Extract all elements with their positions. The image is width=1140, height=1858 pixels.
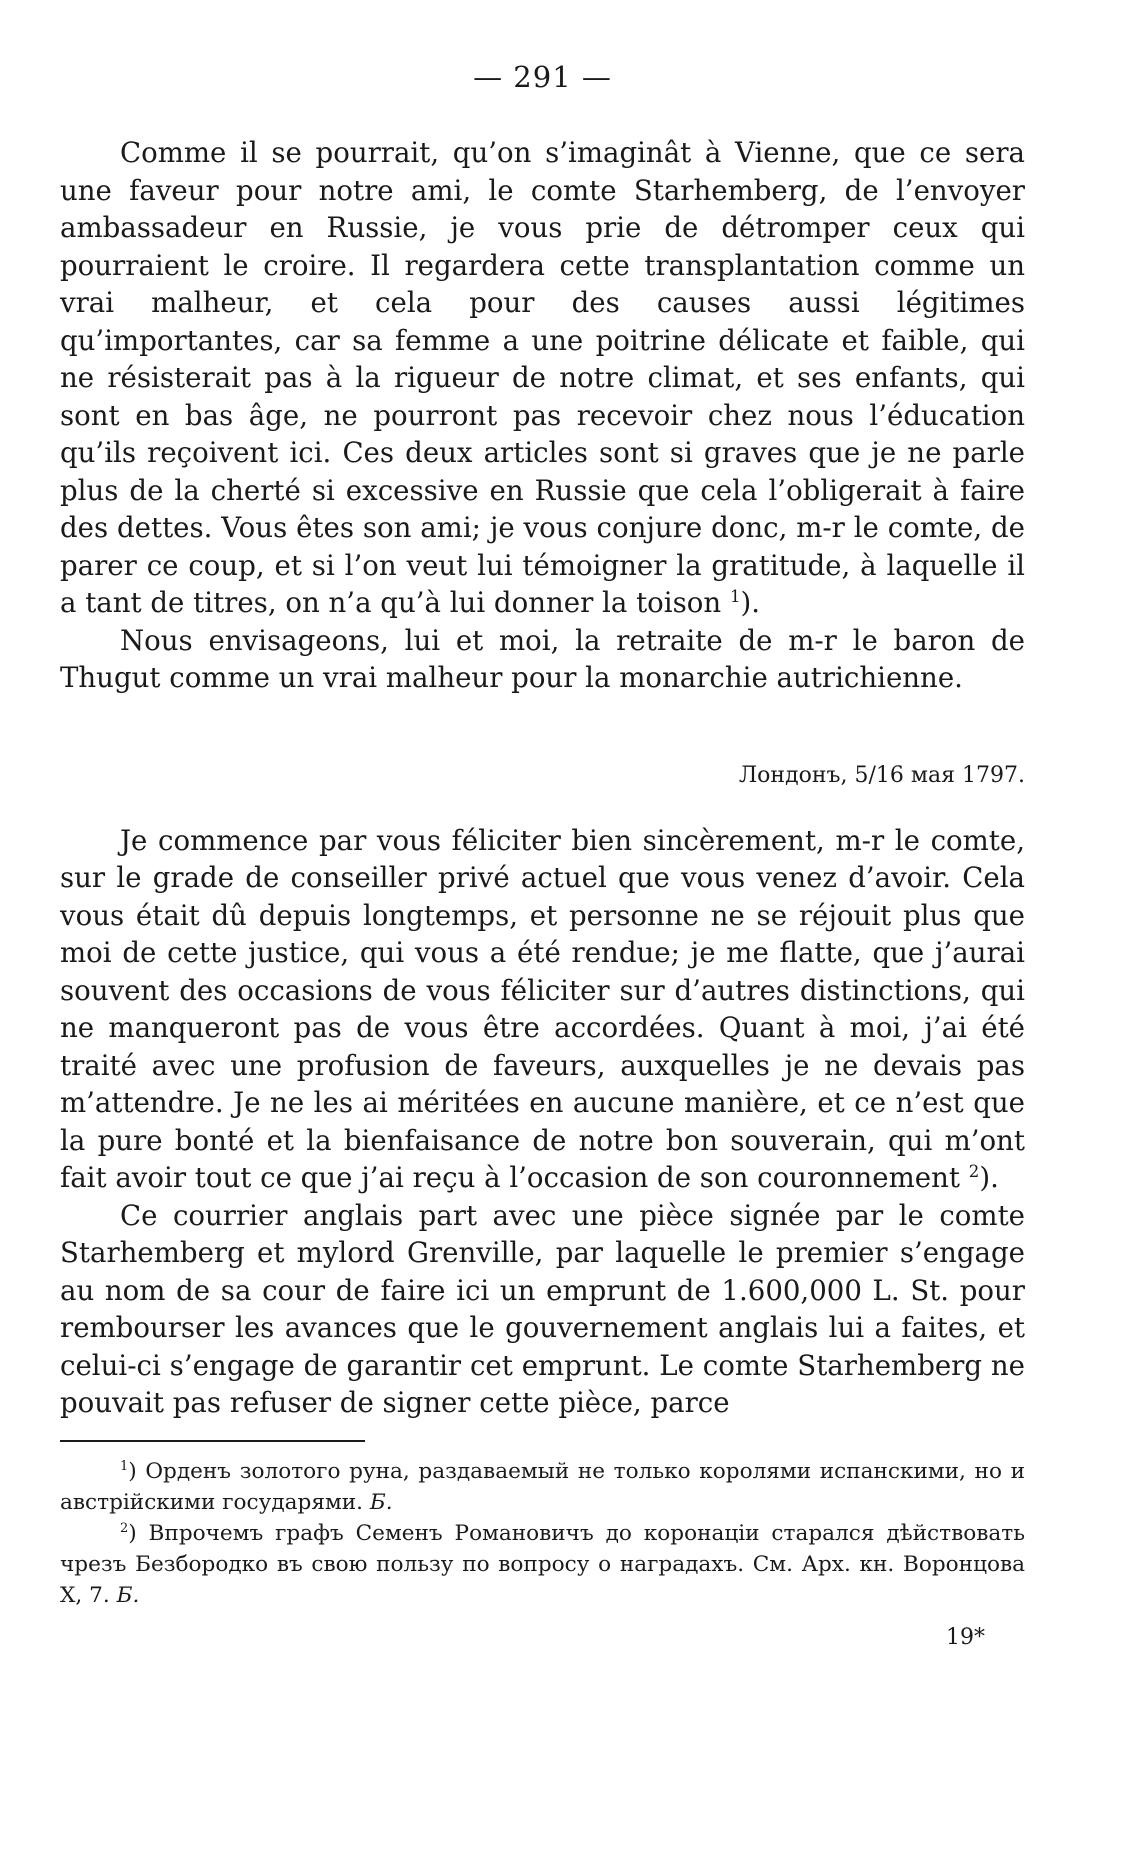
footnote-ref-2: 2 xyxy=(968,1161,980,1181)
footnote-1-initial: Б. xyxy=(369,1489,393,1515)
document-page xyxy=(60,60,1025,1650)
dateline: Лондонъ, 5/16 мая 1797. xyxy=(738,762,1025,788)
footnote-1 xyxy=(60,1456,1025,1518)
footnote-2-text: ) Впрочемъ графъ Семенъ Романовичъ до коронаціи старался дѣйствовать чрезъ Безбородко въ свою пользу по вопросу о наградахъ. См. Арх. кн. Воронцова X, 7. xyxy=(60,1520,1025,1608)
footnote-marker-1: 1 xyxy=(120,1458,129,1474)
paragraph-1-end: ). xyxy=(740,586,761,619)
paragraph-1-text: Comme il se pourrait, qu’on s’imaginât à Vienne, que ce sera une faveur pour notre ami, le comte Starhemberg, de l’envoyer ambassadeur en Russie, je vous prie de détromper ceux qui pourraient le croire. Il regardera cette transplantation comme un vrai malheur, et cela pour des causes aussi légitimes qu’importantes, car sa femme a une poitrine délicate et faible, qui ne résisterait pas à la rigueur de notre climat, et ses enfants, qui sont en bas âge, ne pourront pas recevoir chez nous l’éducation qu’ils reçoivent ici. Ces deux articles sont si graves que je ne parle plus de la cherté si excessive en Russie que cela l’obligerait à faire des dettes. Vous êtes son ami; je vous conjure donc, m-r le comte, de parer ce coup, et si l’on veut lui témoigner la gratitude, à laquelle il a tant de titres, on n’a qu’à lui donner la toison xyxy=(60,136,1025,619)
paragraph-3 xyxy=(60,822,1025,1197)
footnote-2-initial: Б. xyxy=(116,1582,140,1608)
page-number: — 291 — xyxy=(473,60,612,94)
paragraph-1 xyxy=(60,134,1025,622)
footnote-divider xyxy=(60,1440,365,1442)
footnotes xyxy=(60,1456,1025,1611)
footnote-marker-2: 2 xyxy=(120,1520,129,1536)
paragraph-3-text: Je commence par vous féliciter bien sincèrement, m-r le comte, sur le grade de conseiller privé actuel que vous venez d’avoir. Cela vous était dû depuis longtemps, et personne ne se réjouit plus que moi de cette justice, qui vous a été rendue; je me flatte, que j’aurai souvent des occasions de vous féliciter sur d’autres distinctions, qui ne manqueront pas de vous être accordées. Quant à moi, j’ai été traité avec une profusion de faveurs, auxquelles je ne devais pas m’attendre. Je ne les ai méritées en aucune manière, et ce n’est que la pure bonté et la bienfaisance de notre bon souverain, qui m’ont fait avoir tout ce que j’ai reçu à l’occasion de son couronnement xyxy=(60,823,1025,1194)
paragraph-3-end: ). xyxy=(979,1161,999,1194)
paragraph-2: Nous envisageons, lui et moi, la retraite de m-r le baron de Thugut comme un vrai malheur pour la monarchie autrichienne. xyxy=(60,623,1025,694)
footnote-1-text: ) Орденъ золотого руна, раздаваемый не только королями испанскими, но и австрійскими государями. xyxy=(60,1458,1025,1515)
paragraph-4: Ce courrier anglais part avec une pièce signée par le comte Starhemberg et mylord Grenville, par laquelle le premier s’engage au nom de sa cour de faire ici un emprunt de 1.600,000 L. St. pour rembourser les avances que le gouvernement anglais lui a faites, et celui-ci s’engage de garantir cet emprunt. Le comte Starhemberg ne pouvait pas refuser de signer cette pièce, parce xyxy=(60,1198,1025,1419)
footnote-2 xyxy=(60,1518,1025,1611)
footnote-ref-1: 1 xyxy=(729,586,741,606)
signature-mark: 19* xyxy=(946,1624,985,1650)
letter-body xyxy=(60,134,1025,1422)
